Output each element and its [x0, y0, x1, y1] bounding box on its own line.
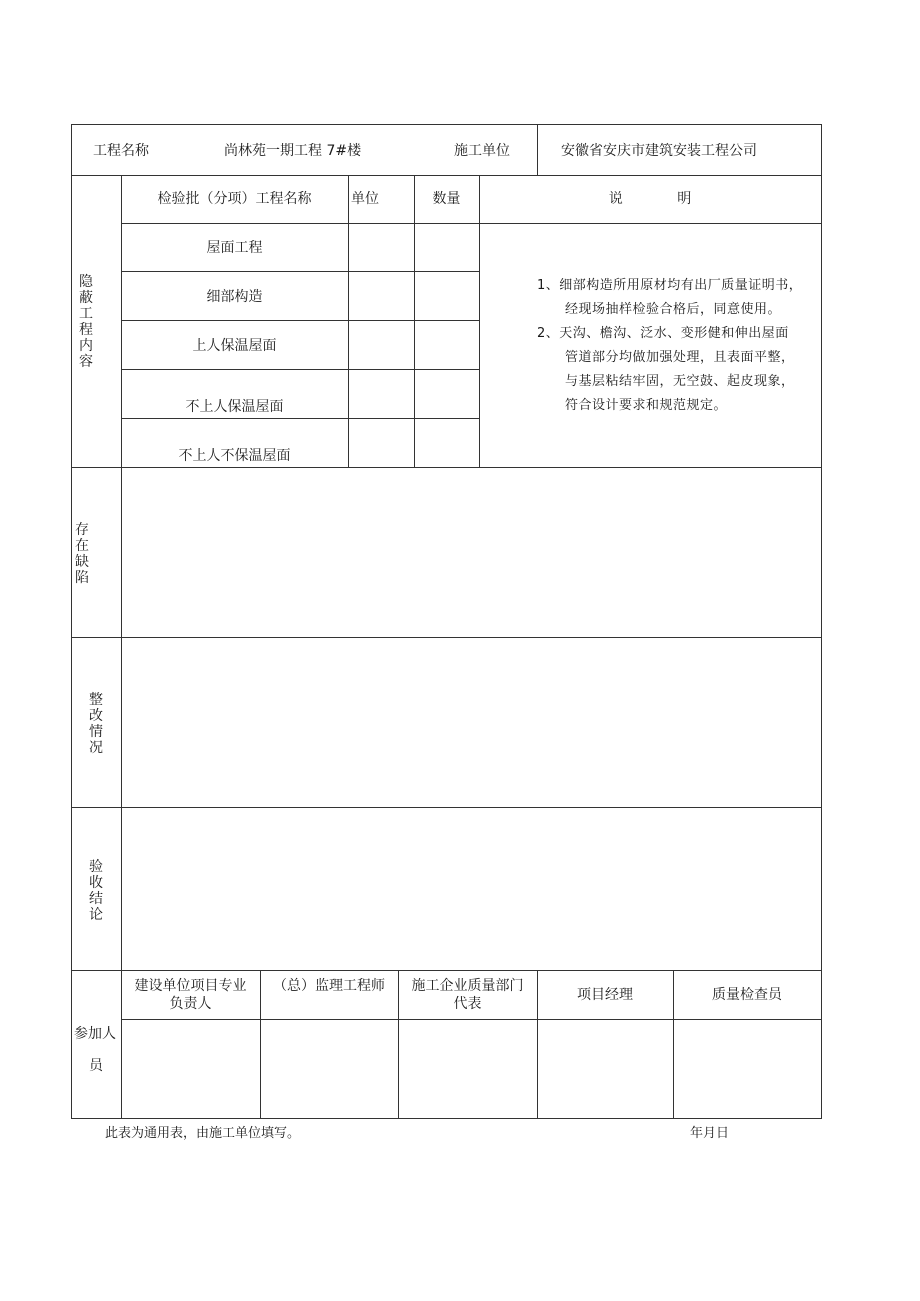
row-rule-2	[121, 320, 480, 321]
conclusion-label: 验收结论	[89, 859, 103, 923]
header-divider	[537, 124, 538, 175]
unit-column-divider	[348, 175, 349, 467]
signature-field[interactable]	[122, 1020, 260, 1118]
row-rule-1	[121, 271, 480, 272]
hidden-works-acceptance-form	[71, 124, 822, 1119]
signature-field[interactable]	[261, 1020, 398, 1118]
qty-column-divider	[414, 175, 415, 467]
col-unit-header: 单位	[351, 191, 379, 207]
col-qty-header: 数量	[432, 191, 461, 207]
description-note-line: 2、天沟、檐沟、泛水、变形健和伸出屋面	[537, 326, 789, 341]
contractor-label: 施工单位	[454, 143, 510, 159]
hidden-works-label: 隐蔽工程内容	[79, 274, 93, 370]
work-item-name: 细部构造	[206, 289, 263, 305]
defects-field[interactable]	[122, 468, 821, 637]
signature-field[interactable]	[674, 1020, 821, 1118]
border-bottom	[71, 1118, 822, 1119]
signature-field[interactable]	[399, 1020, 537, 1118]
participant-role-title: 项目经理	[577, 987, 633, 1003]
participant-role-title: 施工企业质量部门	[411, 978, 524, 994]
participants-label: 员	[89, 1058, 103, 1074]
work-item-name: 上人保温屋面	[192, 338, 277, 354]
participant-role-title: 建设单位项目专业	[134, 978, 247, 994]
participant-role-title: （总）监理工程师	[273, 978, 385, 994]
footer-date: 年月日	[690, 1126, 730, 1141]
header-rule	[71, 175, 822, 176]
participant-role-title: 质量检查员	[712, 987, 782, 1003]
project-name-label: 工程名称	[93, 143, 149, 159]
description-note-line: 管道部分均做加强处理，且表面平整，	[565, 350, 795, 365]
signature-field[interactable]	[538, 1020, 673, 1118]
desc-column-divider	[479, 175, 480, 467]
description-note-line: 符合设计要求和规范规定。	[565, 398, 728, 413]
border-top	[71, 124, 822, 125]
defects-label: 存在缺陷	[75, 522, 89, 586]
description-note-line: 经现场抽样检验合格后，同意使用。	[565, 302, 782, 317]
work-item-name: 不上人保温屋面	[185, 399, 284, 415]
row-rule-3	[121, 369, 480, 370]
col-name-header: 检验批（分项）工程名称	[157, 191, 312, 207]
conclusion-bottom-rule	[71, 970, 822, 971]
participant-role-title: 代表	[453, 996, 482, 1012]
footer-note: 此表为通用表，由施工单位填写。	[105, 1126, 301, 1141]
col-desc-header: 说 明	[608, 191, 692, 207]
project-name-value: 尚林苑一期工程 7#楼	[224, 143, 362, 159]
participant-role-title: 负责人	[169, 996, 212, 1012]
rectification-field[interactable]	[122, 638, 821, 807]
contractor-value: 安徽省安庆市建筑安装工程公司	[561, 143, 757, 159]
work-item-name: 屋面工程	[206, 240, 263, 256]
description-note-line: 与基层粘结牢固，无空鼓、起皮现象，	[565, 374, 795, 389]
description-note-line: 1、细部构造所用原材均有出厂质量证明书，	[537, 278, 803, 293]
work-item-name: 不上人不保温屋面	[178, 448, 291, 464]
hidden-works-header-rule	[121, 223, 822, 224]
conclusion-field[interactable]	[122, 808, 821, 970]
row-rule-4	[121, 418, 480, 419]
rectification-label: 整改情况	[89, 692, 103, 756]
participants-label: 参加人	[74, 1026, 116, 1042]
